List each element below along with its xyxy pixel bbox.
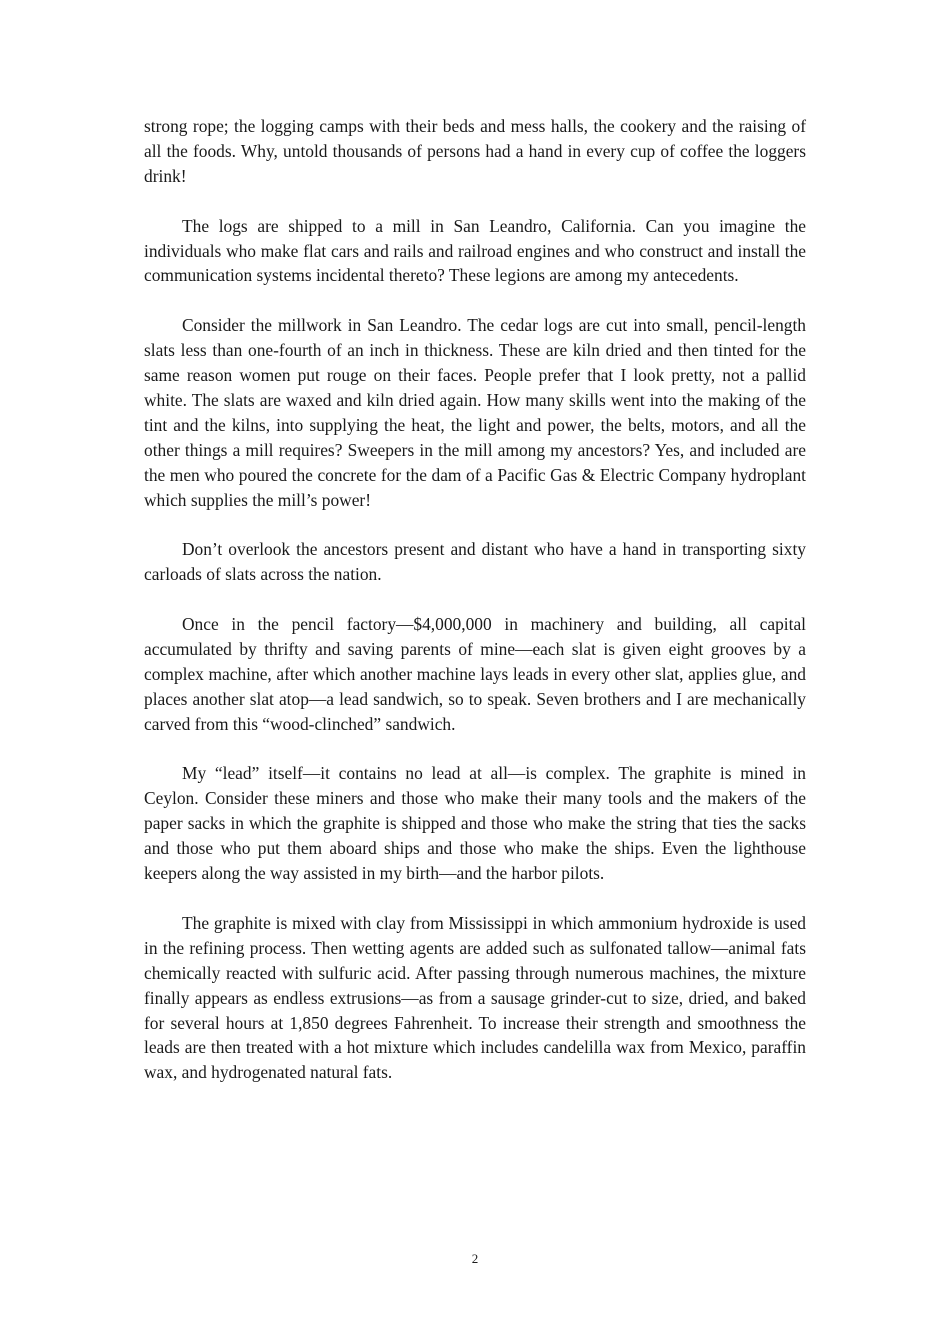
paragraph: Consider the millwork in San Leandro. The cedar logs are cut into small, pencil-length slats less than one-fourth of an inch in thickness. These are kiln dried and then tinted for the same reason women put rouge on their faces. People prefer that I look pretty, not a pallid white. The slats are waxed and kiln dried again. How many skills went into the making of the tint and the kilns, into supplying the heat, the light and power, the belts, motors, and all the other things a mill requires? Sweepers in the mill among my ancestors? Yes, and included are the men who poured the concrete for the dam of a Pacific Gas & Electric Company hydroplant which supplies the mill’s power! bbox=[144, 315, 806, 510]
paragraph-continuation: strong rope; the logging camps with their beds and mess halls, the cookery and the raising of all the foods. Why, untold thousands of persons had a hand in every cup of coffee the loggers drink! bbox=[144, 116, 806, 186]
page-number: 2 bbox=[471, 1251, 479, 1266]
paragraph: Once in the pencil factory—$4,000,000 in machinery and building, all capital accumulated by thrifty and saving parents of mine—each slat is given eight grooves by a complex machine, after which another machine lays leads in every other slat, applies glue, and places another slat atop—a lead sandwich, so to speak. Seven brothers and I are mechanically carved from this “wood-clinched” sandwich. bbox=[144, 614, 806, 734]
paragraph: Don’t overlook the ancestors present and distant who have a hand in transporting sixty carloads of slats across the nation. bbox=[144, 539, 806, 585]
paragraph: The graphite is mixed with clay from Mississippi in which ammonium hydroxide is used in the refining process. Then wetting agents are added such as sulfonated tallow—animal fats chemically reacted with sulfuric acid. After passing through numerous machines, the mixture finally appears as endless extrusions—as from a sausage grinder-cut to size, dried, and baked for several hours at 1,850 degrees Fahrenheit. To increase their strength and smoothness the leads are then treated with a hot mixture which includes candelilla wax from Mexico, paraffin wax, and hydrogenated natural fats. bbox=[144, 912, 806, 1083]
paragraph: My “lead” itself—it contains no lead at all—is complex. The graphite is mined in Ceylon. Consider these miners and those who make their many tools and the makers of the paper sacks in which the graphite is shipped and those who make the string that ties the sacks and those who put them aboard ships and those who make the ships. Even the lighthouse keepers along the way assisted in my birth—and the harbor pilots. bbox=[144, 763, 806, 884]
paragraph: The logs are shipped to a mill in San Leandro, California. Can you imagine the individuals who make flat cars and rails and railroad engines and who construct and install the communication systems incidental thereto? These legions are among my antecedents. bbox=[144, 215, 806, 286]
body-text bbox=[144, 114, 806, 1110]
